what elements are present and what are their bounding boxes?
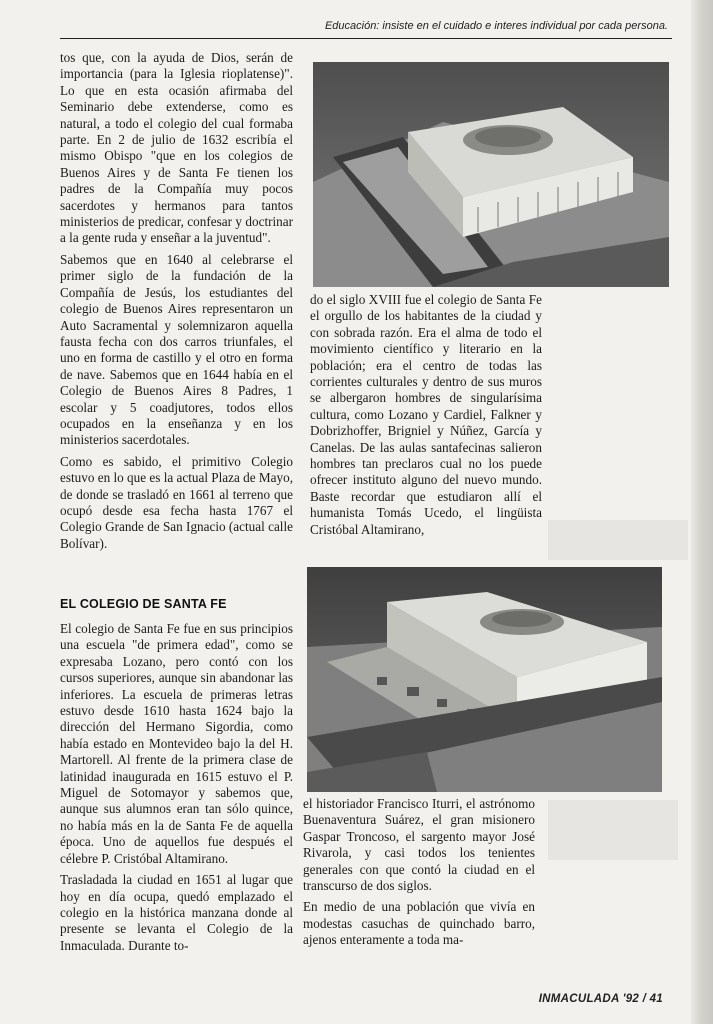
running-header-title: Educación: insiste en el cuidado e interes individual por cada persona. bbox=[324, 20, 668, 32]
model-illustration bbox=[307, 567, 662, 792]
paragraph: el historiador Francisco Iturri, el astrónomo Buenaventura Suárez, el gran misionero Gaspar Troncoso, el sargento mayor José Rivarola, y casi todos los tenientes generales con que contó la ciudad en el transcurso de dos siglos. bbox=[303, 796, 535, 894]
page-footer: INMACULADA '92 / 41 bbox=[538, 993, 663, 1005]
paragraph: El colegio de Santa Fe fue en sus principios una escuela "de primera edad", como se expresaba Lozano, pero contó con los cursos superiores, aunque sin abandonar las inferiores. La escuela de primeras letras estuvo desde 1610 hasta 1624 bajo la dirección del Hermano Sigordia, como había estado en Montevideo bajo la del H. Martorell. Al frente de la primera clase de latinidad inaugurada en 1615 estuvo el P. Miguel de Sotomayor y sabemos que, aunque sus alumnos eran tan sólo quince, no había más en la de Santa Fe de aquella época. Uno de aquellos fue después el célebre P. Cristóbal Altamirano. bbox=[60, 621, 293, 866]
paragraph: Trasladada la ciudad en 1651 al lugar que hoy en día ocupa, quedó emplazado el colegio en la histórica manzana donde al presente se levanta el Colegio de la Inmaculada. Durante to- bbox=[60, 872, 293, 953]
paragraph: Como es sabido, el primitivo Colegio estuvo en lo que es la actual Plaza de Mayo, de donde se trasladó en 1661 al terreno que ocupó desde esa fecha hasta 1767 el Colegio Grande de San Ignacio (actual calle Bolívar). bbox=[60, 453, 293, 551]
paragraph: En medio de una población que vivía en modestas casuchas de quinchado barro, ajenos enteramente a toda ma- bbox=[303, 899, 535, 948]
bleed-through-shadow bbox=[548, 520, 688, 560]
bleed-through-shadow bbox=[548, 800, 678, 860]
column-right-top bbox=[310, 292, 542, 543]
model-illustration bbox=[313, 62, 669, 287]
paragraph: Sabemos que en 1640 al celebrarse el primer siglo de la fundación de la Compañía de Jesús, los estudiantes del colegio de Buenos Aires representaron un Auto Sacramental y solemnizaron aquella fausta fecha con dos carros triunfales, el uno en forma de castillo y el otro en forma de nave. Sabemos que en 1644 había en el Colegio de Buenos Aires 8 Padres, 1 escolar y 5 coadjutores, todos ellos ocupados en la enseñanza y en los ministerios sacerdotales. bbox=[60, 251, 293, 448]
architectural-model-photo-top bbox=[313, 62, 669, 287]
column-left-bottom bbox=[60, 621, 293, 959]
architectural-model-photo-bottom bbox=[307, 567, 662, 792]
page-edge-shadow bbox=[691, 0, 713, 1024]
section-heading: EL COLEGIO DE SANTA FE bbox=[60, 597, 227, 611]
paragraph: tos que, con la ayuda de Dios, serán de importancia (para la Iglesia rioplatense)". Lo que en esta ocasión afirmaba del Seminario debe extenderse, como es natural, a todo el colegio del cual formaba parte. En 2 de julio de 1632 escribía el mismo Obispo "que en los colegios de Buenos Aires y de Santa Fe tienen los padres de la Compañía muy pocos sacerdotes y hermanos para tantos ministerios de predicar, confesar y doctrinar a la gente ruda y enseñar a la juventud". bbox=[60, 50, 293, 246]
column-left-top bbox=[60, 50, 293, 557]
paragraph: do el siglo XVIII fue el colegio de Santa Fe el orgullo de los habitantes de la ciudad y con sobrada razón. Era el alma de todo el movimiento científico y literario en la población; era el centro de todas las corrientes culturales y dentro de sus muros se albergaron hombres de singularísima cultura, como Lozano y Cardiel, Falkner y Dobrizhoffer, Brigniel y Núñez, García y Canelas. De las aulas santafecinas salieron hombres tan preclaros cual no los puede ofrecer instituto alguno del nuevo mundo. Baste recordar que estudiaron allí el humanista Tomás Ucedo, el lingüista Cristóbal Altamirano, bbox=[310, 292, 542, 537]
column-right-bottom bbox=[303, 796, 535, 954]
running-header bbox=[60, 18, 672, 39]
